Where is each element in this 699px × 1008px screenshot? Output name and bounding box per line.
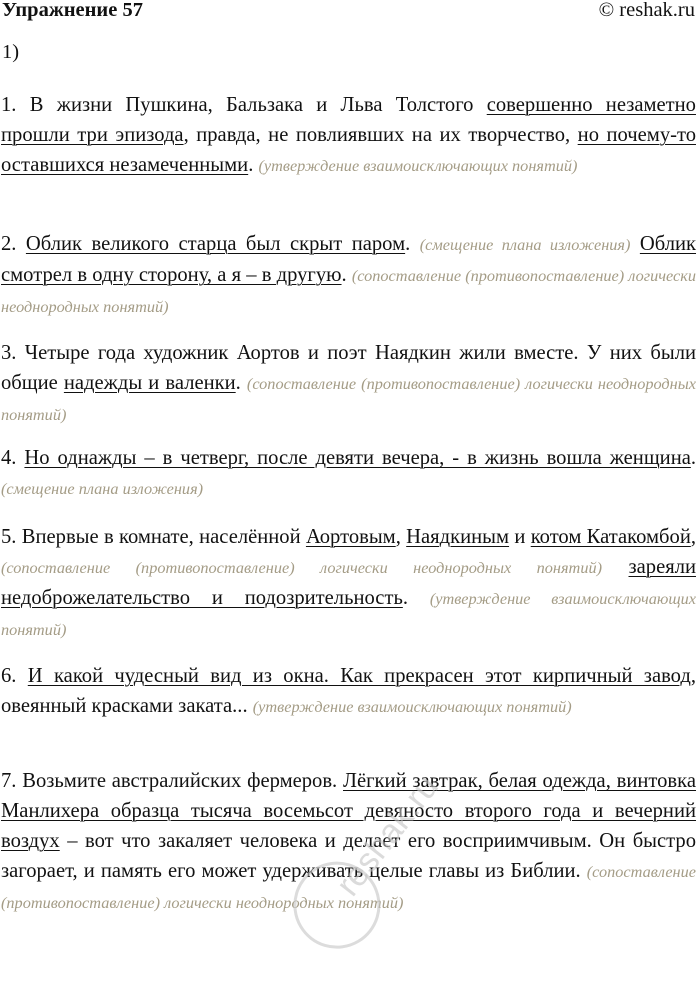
plain-text: . xyxy=(690,447,697,469)
underlined-fragment: надежды и валенки xyxy=(63,372,236,394)
figure-note: (утверждение взаимоисключающих понятий) xyxy=(1,589,696,639)
figure-note: (сопоставление (противопоставление) логически неоднородных понятий) xyxy=(1,266,696,316)
underlined-fragment: совершенно незаметно прошли три эпизода xyxy=(1,94,696,146)
answer-item-3 xyxy=(1,338,696,430)
plain-text: . xyxy=(341,264,352,286)
underlined-fragment: Аортовым xyxy=(305,526,396,548)
answer-item-4 xyxy=(1,443,696,504)
figure-note: (сопоставление (противопоставление) логически неоднородных понятий) xyxy=(1,862,696,912)
plain-text xyxy=(630,233,639,255)
exercise-title: Упражнение 57 xyxy=(2,0,143,21)
plain-text: 7. Возьмите австралийских фермеров. xyxy=(1,770,343,792)
underlined-fragment: Лёгкий завтрак, белая одежда, винтовка Манлихера образца тысяча восемьсот девяносто второго года и вечерний воздух xyxy=(1,770,696,852)
figure-note: (утверждение взаимоисключающих понятий) xyxy=(258,156,578,175)
underlined-fragment: зареяли недоброжелательство и подозрительность xyxy=(1,556,696,609)
plain-text: , овеянный красками заката... xyxy=(1,665,697,717)
plain-text: . xyxy=(235,372,247,394)
underlined-fragment: но почему-то оставшихся незамеченными xyxy=(1,124,696,176)
answer-item-2 xyxy=(1,229,696,322)
underlined-fragment: Наядкиным xyxy=(406,526,510,548)
answer-item-7 xyxy=(1,766,696,918)
underlined-fragment: Облик великого старца был скрыт паром xyxy=(25,233,406,255)
plain-text: 3. Четыре года художник Аортов и поэт Наядкин жили вместе. У них были общие xyxy=(1,342,696,394)
underlined-fragment: Облик смотрел в одну сторону, а я – в другую xyxy=(1,233,697,286)
plain-text: , правда, не повлиявших на их творчество, xyxy=(183,124,578,146)
plain-text: . xyxy=(405,233,420,255)
underlined-fragment: И какой чудесный вид из окна. Как прекрасен этот кирпичный завод xyxy=(27,665,691,687)
plain-text xyxy=(602,556,628,578)
figure-note: (смещение плана изложения) xyxy=(1,479,204,498)
answer-item-1 xyxy=(1,90,696,181)
answer-item-5 xyxy=(1,522,696,645)
plain-text: 2. xyxy=(1,233,26,255)
plain-text: 1. В жизни Пушкина, Бальзака и Льва Толстого xyxy=(1,94,487,116)
plain-text: 4. xyxy=(1,447,25,469)
plain-text: 5. Впервые в комнате, населённой xyxy=(1,526,306,548)
page-header xyxy=(2,0,695,24)
plain-text: и xyxy=(509,526,531,548)
site-credit: © reshak.ru xyxy=(598,0,695,21)
plain-text: . xyxy=(402,587,430,609)
figure-note: (смещение плана изложения) xyxy=(419,235,631,254)
plain-text: , xyxy=(690,526,696,548)
plain-text: – вот что закаляет человека и делает его восприимчивым. Он быстро загорает, и память его может удерживать целые главы из Библии. xyxy=(1,830,696,882)
answer-item-6 xyxy=(1,661,696,722)
figure-note: (сопоставление (противопоставление) логически неоднородных понятий) xyxy=(1,374,696,424)
underlined-fragment: Но однажды – в четверг, после девяти вечера, - в жизнь вошла женщина xyxy=(24,447,691,469)
figure-note: (сопоставление (противопоставление) логически неоднородных понятий) xyxy=(1,558,603,577)
watermark-text: reshak.ru xyxy=(328,768,447,904)
underlined-fragment: котом Катакомбой xyxy=(530,526,691,548)
figure-note: (утверждение взаимоисключающих понятий) xyxy=(252,697,572,716)
plain-text: , xyxy=(395,526,407,548)
part-label: 1) xyxy=(2,41,20,63)
plain-text: 6. xyxy=(1,665,28,687)
plain-text: . xyxy=(248,154,259,176)
